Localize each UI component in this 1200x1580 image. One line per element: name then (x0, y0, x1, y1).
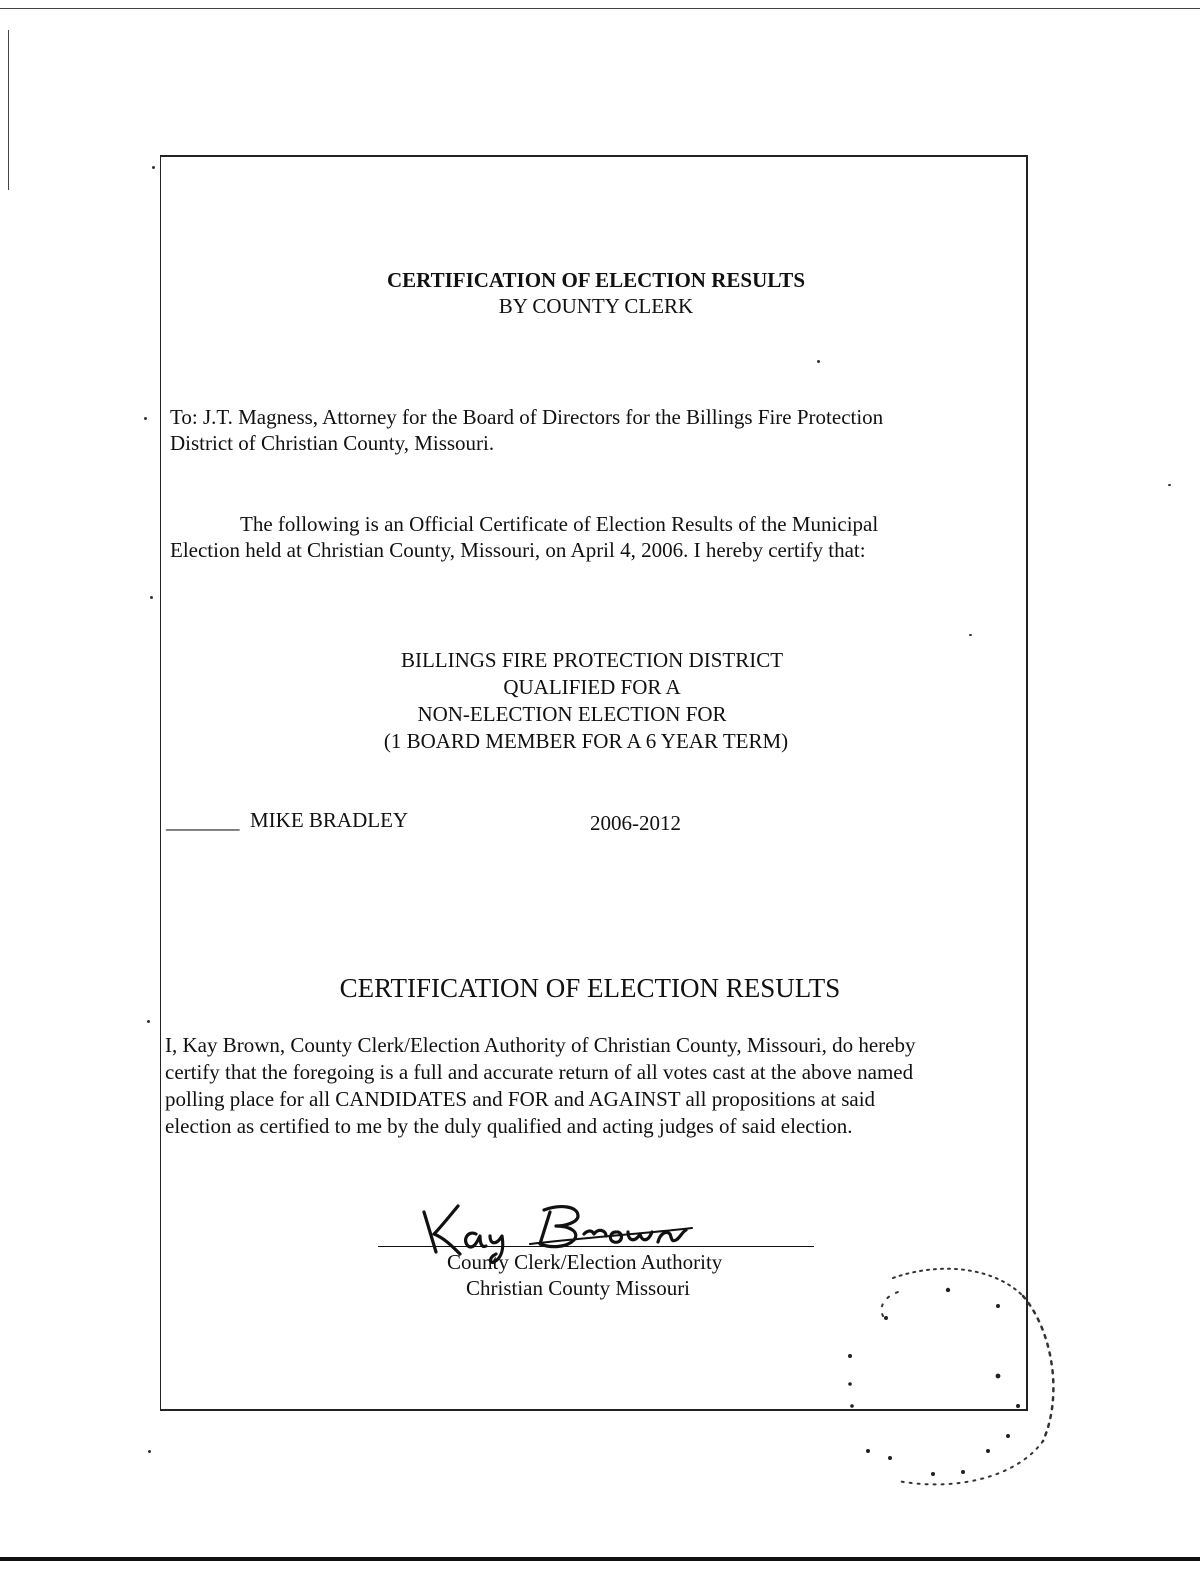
candidate-name: MIKE BRADLEY (250, 808, 409, 832)
scan-bottom-edge (0, 1557, 1200, 1561)
certification-line-4: election as certified to me by the duly qualified and acting judges of said election. (165, 1114, 853, 1138)
signer-title-line-2: Christian County Missouri (466, 1276, 691, 1300)
scan-top-edge (0, 8, 1200, 9)
document-subtitle: BY COUNTY CLERK (498, 294, 694, 318)
intro-line-2: Election held at Christian County, Missouri, on April 4, 2006. I hereby certify that: (170, 538, 866, 562)
candidate-term: 2006-2012 (590, 811, 681, 835)
district-line-4: (1 BOARD MEMBER FOR A 6 YEAR TERM) (383, 729, 789, 753)
scan-speck (969, 634, 972, 636)
scan-speck (817, 360, 820, 363)
certification-line-2: certify that the foregoing is a full and accurate return of all votes cast at the above named (165, 1060, 914, 1084)
county-seal-emboss (838, 1256, 1078, 1496)
scan-speck (147, 1020, 150, 1023)
certification-line-1: I, Kay Brown, County Clerk/Election Authority of Christian County, Missouri, do hereby (165, 1033, 916, 1057)
scan-speck (148, 1450, 151, 1453)
certification-line-3: polling place for all CANDIDATES and FOR and AGAINST all propositions at said (165, 1087, 876, 1111)
candidate-blank: _______ (166, 809, 240, 833)
intro-line-1: The following is an Official Certificate of Election Results of the Municipal (240, 512, 879, 536)
address-line-2: District of Christian County, Missouri. (170, 431, 495, 455)
scan-speck (144, 417, 147, 420)
address-line-1: To: J.T. Magness, Attorney for the Board of Directors for the Billings Fire Protection (170, 405, 884, 429)
district-line-1: BILLINGS FIRE PROTECTION DISTRICT (400, 648, 784, 672)
certification-heading: CERTIFICATION OF ELECTION RESULTS (339, 973, 841, 1003)
district-line-2: QUALIFIED FOR A (503, 675, 681, 699)
scan-speck (152, 166, 155, 169)
scan-left-edge (8, 30, 9, 190)
document-title: CERTIFICATION OF ELECTION RESULTS (386, 268, 805, 292)
district-line-3: NON-ELECTION ELECTION FOR (417, 702, 727, 726)
scan-speck (150, 596, 153, 599)
signature-line (378, 1246, 814, 1247)
scan-speck (1168, 484, 1171, 486)
signer-title-line-1: County Clerk/Election Authority (447, 1250, 723, 1274)
